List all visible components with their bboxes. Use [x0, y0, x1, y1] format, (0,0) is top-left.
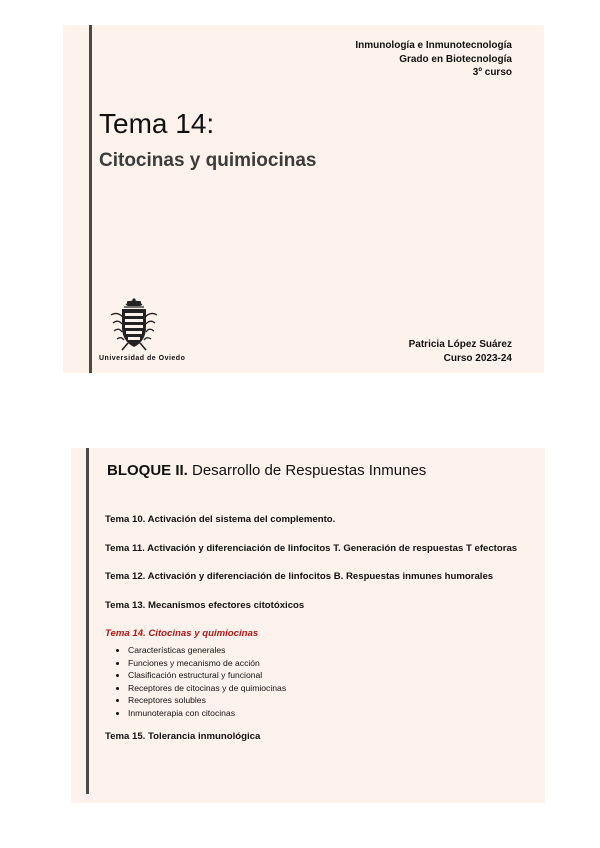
author-name: Patricia López Suárez [408, 339, 512, 350]
block-number: BLOQUE II. [107, 462, 188, 479]
subtopic-list [115, 644, 286, 720]
list-item: • Características generales [128, 644, 286, 657]
course-info [355, 39, 512, 80]
university-name: Universidad de Oviedo [99, 355, 186, 362]
vertical-rule [89, 25, 92, 373]
author-block [409, 338, 512, 366]
block-name: Desarrollo de Respuestas Inmunes [187, 462, 427, 479]
slide-subtitle: Citocinas y quimiocinas [99, 150, 317, 171]
course-year: 3º curso [472, 67, 512, 78]
list-item: • Receptores de citocinas y de quimiocinas [128, 682, 286, 695]
university-crest-icon [109, 297, 159, 351]
topic-item: Tema 11. Activación y diferenciación de linfocitos T. Generación de respuestas T efectoras [105, 543, 518, 554]
course-name: Inmunología e Inmunotecnología [355, 40, 512, 51]
topic-item: Tema 12. Activación y diferenciación de linfocitos B. Respuestas inmunes humorales [105, 571, 494, 582]
slide-title: Tema 14: [99, 108, 215, 139]
vertical-rule [86, 448, 89, 794]
list-item: • Receptores solubles [128, 694, 286, 707]
topic-item-current: Tema 14. Citocinas y quimiocinas [105, 628, 259, 639]
block-title [107, 462, 426, 479]
contents-slide [71, 448, 545, 803]
topic-item: Tema 13. Mecanismos efectores citotóxicos [105, 600, 305, 611]
title-slide [63, 25, 544, 373]
academic-year: Curso 2023-24 [443, 353, 512, 364]
list-item: • Clasificación estructural y funcional [128, 669, 286, 682]
list-item: • Inmunoterapia con citocinas [128, 707, 286, 720]
topic-item: Tema 10. Activación del sistema del complemento. [105, 514, 336, 525]
topic-item: Tema 15. Tolerancia inmunológica [105, 731, 261, 742]
degree-name: Grado en Biotecnología [399, 53, 512, 65]
list-item: • Funciones y mecanismo de acción [128, 657, 286, 670]
